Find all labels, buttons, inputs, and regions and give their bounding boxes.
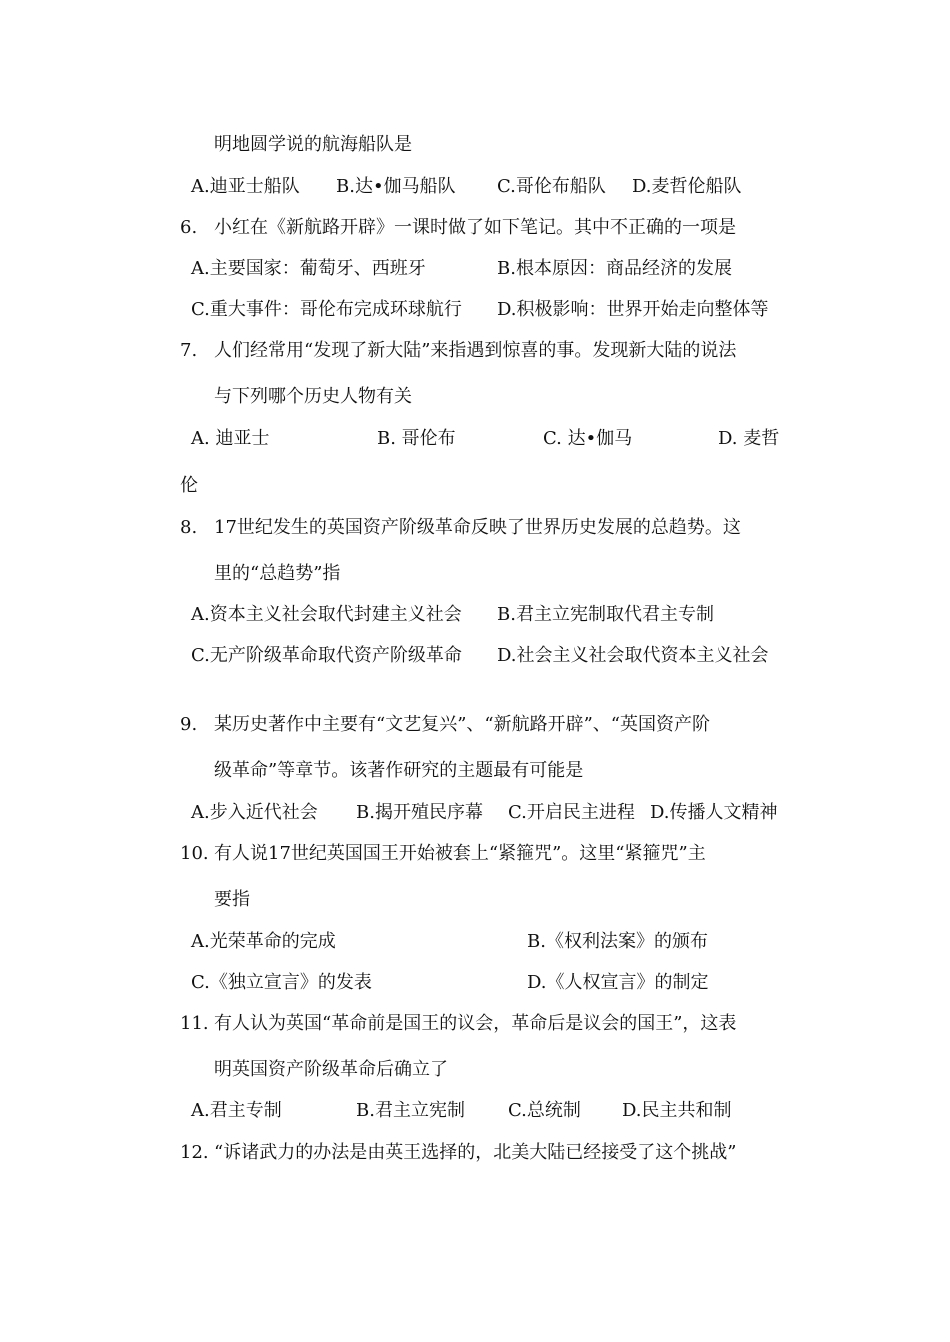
question-6-option-c: C.重大事件：哥伦布完成环球航行 bbox=[191, 299, 462, 320]
question-9-stem-cont: 级革命”等章节。该著作研究的主题最有可能是 bbox=[214, 760, 584, 781]
question-7-option-b: B. 哥伦布 bbox=[377, 428, 456, 449]
question-5-option-b: B.达•伽马船队 bbox=[336, 176, 456, 197]
question-10-stem: 有人说17世纪英国国王开始被套上“紧箍咒”。这里“紧箍咒”主 bbox=[214, 843, 706, 864]
question-7-stem-cont: 与下列哪个历史人物有关 bbox=[214, 386, 412, 407]
question-6-stem: 小红在《新航路开辟》一课时做了如下笔记。其中不正确的一项是 bbox=[214, 217, 736, 238]
question-10-number: 10. bbox=[180, 843, 209, 864]
question-9-option-c: C.开启民主进程 bbox=[508, 802, 635, 823]
question-7-option-c: C. 达•伽马 bbox=[543, 428, 633, 449]
question-8-option-c: C.无产阶级革命取代资产阶级革命 bbox=[191, 645, 462, 666]
question-5-option-d: D.麦哲伦船队 bbox=[632, 176, 742, 197]
question-8-number: 8. bbox=[180, 517, 198, 538]
question-8-option-d: D.社会主义社会取代资本主义社会 bbox=[497, 645, 769, 666]
question-5-option-c: C.哥伦布船队 bbox=[497, 176, 606, 197]
question-8-stem: 17世纪发生的英国资产阶级革命反映了世界历史发展的总趋势。这 bbox=[214, 517, 741, 538]
question-12-stem: “诉诸武力的办法是由英王选择的，北美大陆已经接受了这个挑战” bbox=[214, 1142, 737, 1163]
question-7-option-a: A. 迪亚士 bbox=[191, 428, 270, 449]
question-8-option-a: A.资本主义社会取代封建主义社会 bbox=[191, 604, 462, 625]
question-6-number: 6. bbox=[180, 217, 198, 238]
question-6-option-a: A.主要国家：葡萄牙、西班牙 bbox=[191, 258, 426, 279]
question-11-number: 11. bbox=[180, 1013, 209, 1034]
question-9-option-b: B.揭开殖民序幕 bbox=[356, 802, 483, 823]
question-11-option-a: A.君主专制 bbox=[191, 1100, 282, 1121]
question-9-number: 9. bbox=[180, 714, 198, 735]
question-6-option-d: D.积极影响：世界开始走向整体等 bbox=[497, 299, 769, 320]
question-5-stem-cont: 明地圆学说的航海船队是 bbox=[214, 134, 412, 155]
question-11-stem-cont: 明英国资产阶级革命后确立了 bbox=[214, 1059, 448, 1080]
question-10-option-a: A.光荣革命的完成 bbox=[191, 931, 336, 952]
question-11-option-d: D.民主共和制 bbox=[622, 1100, 732, 1121]
question-7-option-d: D. 麦哲 bbox=[718, 428, 780, 449]
question-9-option-d: D.传播人文精神 bbox=[650, 802, 778, 823]
question-6-option-b: B.根本原因：商品经济的发展 bbox=[497, 258, 732, 279]
question-10-stem-cont: 要指 bbox=[214, 889, 250, 910]
question-11-option-c: C.总统制 bbox=[508, 1100, 581, 1121]
question-9-option-a: A.步入近代社会 bbox=[191, 802, 318, 823]
question-11-option-b: B.君主立宪制 bbox=[356, 1100, 465, 1121]
question-7-number: 7. bbox=[180, 340, 198, 361]
question-7-stem: 人们经常用“发现了新大陆”来指遇到惊喜的事。发现新大陆的说法 bbox=[214, 340, 737, 361]
question-10-option-b: B.《权利法案》的颁布 bbox=[527, 931, 708, 952]
question-12-number: 12. bbox=[180, 1142, 209, 1163]
question-9-stem: 某历史著作中主要有“文艺复兴”、“新航路开辟”、“英国资产阶 bbox=[214, 714, 711, 735]
question-10-option-d: D.《人权宣言》的制定 bbox=[527, 972, 709, 993]
question-8-option-b: B.君主立宪制取代君主专制 bbox=[497, 604, 714, 625]
question-10-option-c: C.《独立宣言》的发表 bbox=[191, 972, 372, 993]
question-8-stem-cont: 里的“总趋势”指 bbox=[214, 563, 341, 584]
question-5-option-a: A.迪亚士船队 bbox=[191, 176, 300, 197]
question-7-option-d-wrap: 伦 bbox=[180, 475, 198, 496]
question-11-stem: 有人认为英国“革命前是国王的议会，革命后是议会的国王”，这表 bbox=[214, 1013, 737, 1034]
